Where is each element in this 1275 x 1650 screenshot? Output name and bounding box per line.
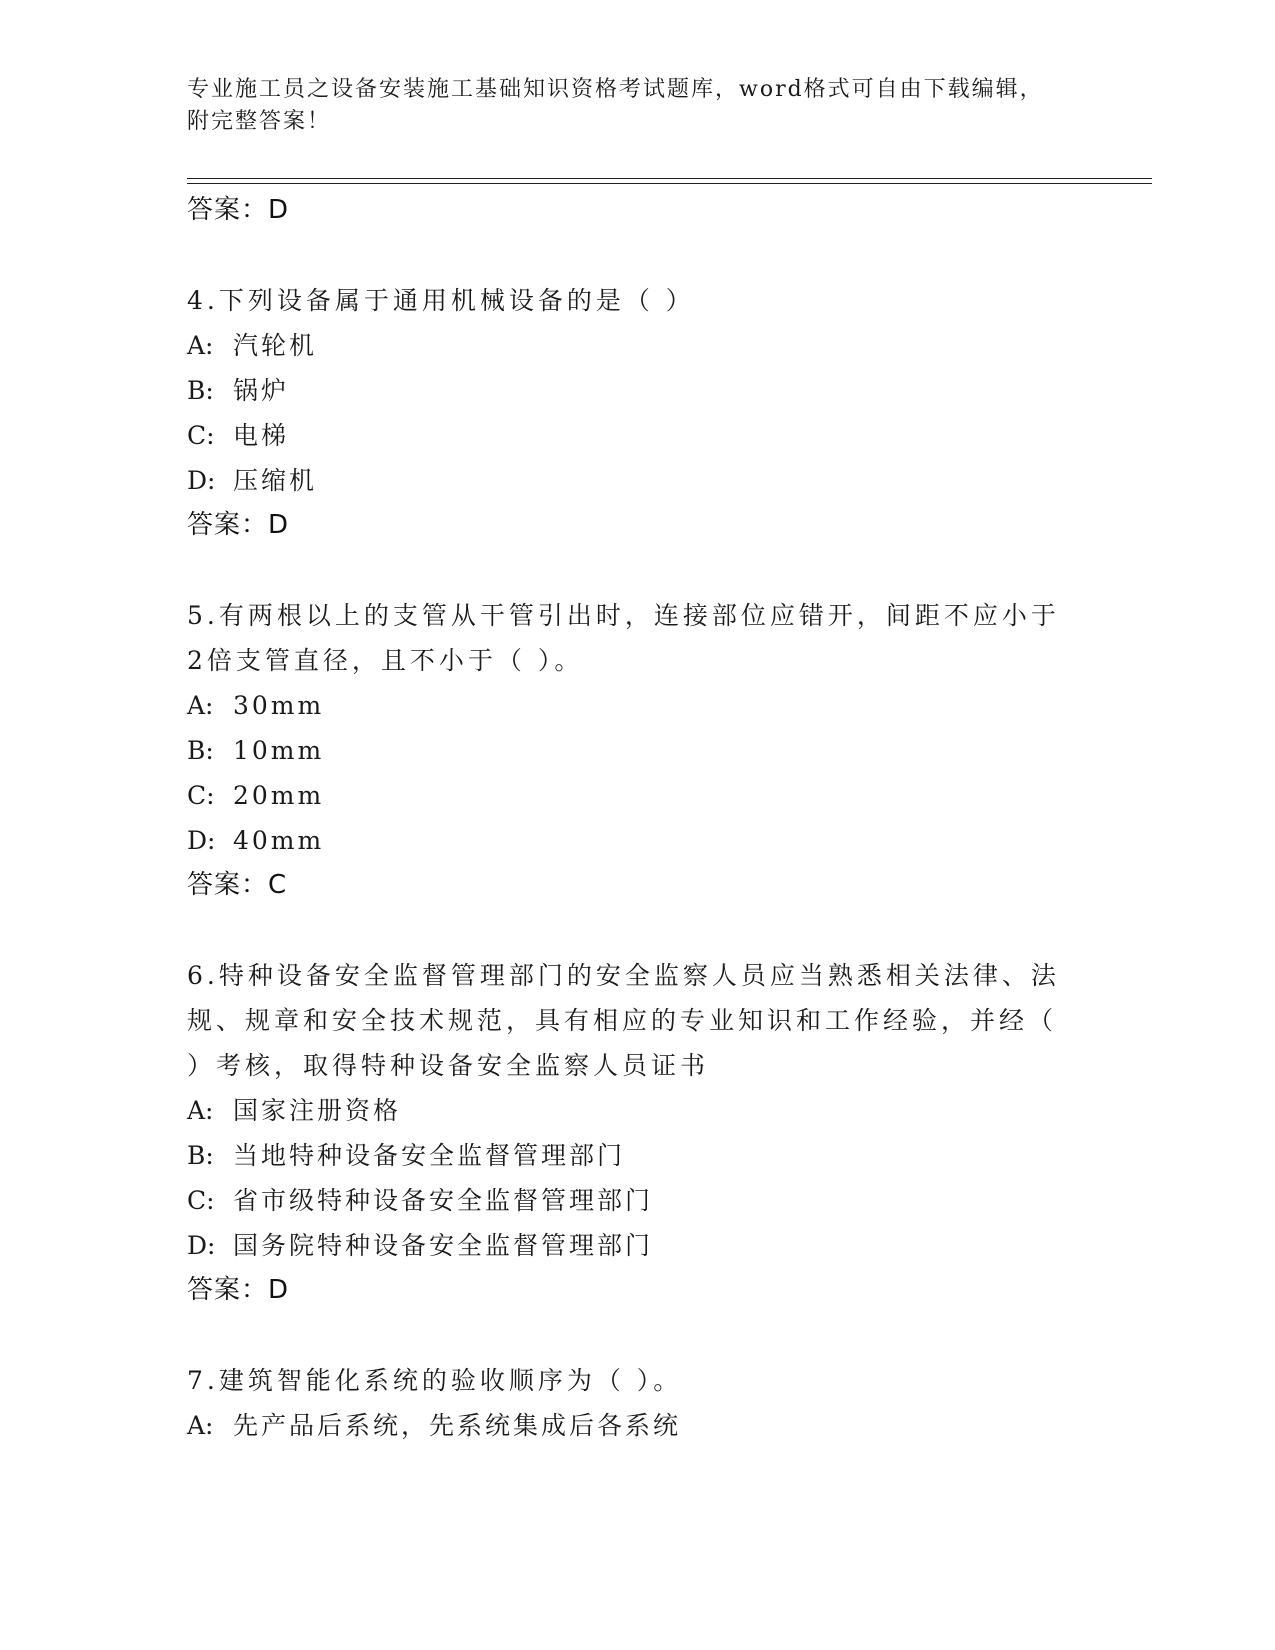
question-stem: 7.建筑智能化系统的验收顺序为（ ）。 xyxy=(187,1366,683,1395)
option-b xyxy=(187,368,1067,413)
option-b xyxy=(187,1133,1067,1178)
option-a xyxy=(187,1088,1067,1133)
option-c xyxy=(187,413,1067,458)
option-key: A: xyxy=(187,331,214,360)
question-stem: 5.有两根以上的支管从干管引出时，连接部位应错开，间距不应小于2倍支管直径，且不小于（ ）。 xyxy=(187,601,1060,675)
answer-line: 答案：D xyxy=(187,195,290,225)
option-c xyxy=(187,773,1067,818)
question-6 xyxy=(187,953,1067,1312)
option-text: 国务院特种设备安全监督管理部门 xyxy=(233,1231,654,1260)
question-5 xyxy=(187,593,1067,907)
option-text: 省市级特种设备安全监督管理部门 xyxy=(233,1186,654,1215)
option-d xyxy=(187,818,1067,863)
option-text: 40mm xyxy=(233,826,325,855)
option-text: 当地特种设备安全监督管理部门 xyxy=(233,1141,626,1170)
option-text: 汽轮机 xyxy=(233,331,318,360)
option-text: 国家注册资格 xyxy=(233,1096,402,1125)
option-text: 先产品后系统，先系统集成后各系统 xyxy=(233,1411,682,1440)
option-key: B: xyxy=(187,1141,214,1170)
option-text: 10mm xyxy=(233,736,325,765)
option-key: A: xyxy=(187,1096,214,1125)
option-b xyxy=(187,728,1067,773)
option-c xyxy=(187,1178,1067,1223)
question-4 xyxy=(187,278,1067,547)
question-stem: 4.下列设备属于通用机械设备的是（ ） xyxy=(187,286,695,315)
option-text: 电梯 xyxy=(233,421,290,450)
header-rule-bottom xyxy=(187,183,1152,184)
question-stem: 6.特种设备安全监督管理部门的安全监察人员应当熟悉相关法律、法规、规章和安全技术规范，具有相应的专业知识和工作经验，并经（ ）考核，取得特种设备安全监察人员证书 xyxy=(187,961,1060,1080)
option-a xyxy=(187,323,1067,368)
option-key: A: xyxy=(187,691,214,720)
option-key: B: xyxy=(187,376,214,405)
option-text: 30mm xyxy=(233,691,325,720)
option-text: 20mm xyxy=(233,781,325,810)
question-list xyxy=(187,188,1067,1448)
option-key: B: xyxy=(187,736,214,765)
question-7 xyxy=(187,1358,1067,1448)
option-key: C: xyxy=(187,1186,215,1215)
option-key: D: xyxy=(187,826,216,855)
answer-line: 答案：C xyxy=(187,870,288,900)
option-text: 锅炉 xyxy=(233,376,290,405)
answer-line: 答案：D xyxy=(187,510,290,540)
option-key: D: xyxy=(187,1231,216,1260)
option-d xyxy=(187,1223,1067,1268)
option-a xyxy=(187,683,1067,728)
answer-line: 答案：D xyxy=(187,1275,290,1305)
option-a xyxy=(187,1403,1067,1448)
header-rule-top xyxy=(187,178,1152,179)
option-key: C: xyxy=(187,781,215,810)
option-key: C: xyxy=(187,421,215,450)
option-key: D: xyxy=(187,466,216,495)
option-key: A: xyxy=(187,1411,214,1440)
document-header: 专业施工员之设备安装施工基础知识资格考试题库，word格式可自由下载编辑，附完整答案！ xyxy=(187,77,1044,134)
option-text: 压缩机 xyxy=(233,466,318,495)
option-d xyxy=(187,458,1067,503)
